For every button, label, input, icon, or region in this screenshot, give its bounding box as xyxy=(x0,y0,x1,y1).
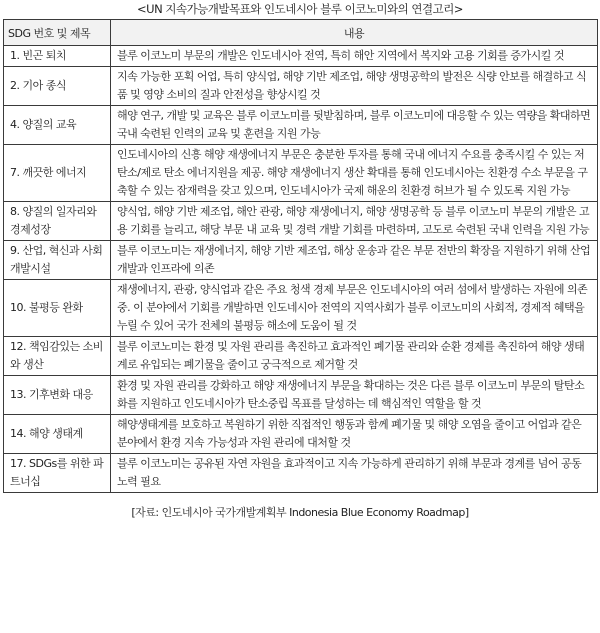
table-row xyxy=(4,241,598,280)
row-goal: 9. 산업, 혁신과 사회 개발시설 xyxy=(4,241,111,280)
row-goal: 10. 불평등 완화 xyxy=(4,280,111,337)
table-row xyxy=(4,454,598,493)
table-row xyxy=(4,376,598,415)
table-row xyxy=(4,67,598,106)
header-sdg-number-title: SDG 번호 및 제목 xyxy=(4,20,111,46)
table-row xyxy=(4,280,598,337)
row-goal: 17. SDGs를 위한 파트너십 xyxy=(4,454,111,493)
table-body xyxy=(4,46,598,493)
row-goal: 2. 기아 종식 xyxy=(4,67,111,106)
row-content: 양식업, 해양 기반 제조업, 해안 관광, 해양 재생에너지, 해양 생명공학 등 블루 이코노미 부문의 개발은 고용 기회를 늘리고, 해당 부문 내 교육 및 경력 개발 기회를 마련하며, 고도로 숙련된 국내 인력을 지원 가능 xyxy=(111,202,598,241)
table-header-row xyxy=(4,20,598,46)
table-row xyxy=(4,145,598,202)
row-content: 블루 이코노미는 공유된 자연 자원을 효과적이고 지속 가능하게 관리하기 위해 부문과 경계를 넘어 공동 노력 필요 xyxy=(111,454,598,493)
table-title: <UN 지속가능개발목표와 인도네시아 블루 이코노미와의 연결고리> xyxy=(137,2,463,16)
table-row xyxy=(4,337,598,376)
row-goal: 13. 기후변화 대응 xyxy=(4,376,111,415)
header-content: 내용 xyxy=(111,20,598,46)
row-content: 블루 이코노미는 환경 및 자원 관리를 촉진하고 효과적인 폐기물 관리와 순환 경제를 촉진하여 해양 생태계로 유입되는 폐기물을 줄이고 궁극적으로 제거할 것 xyxy=(111,337,598,376)
row-goal: 4. 양질의 교육 xyxy=(4,106,111,145)
row-goal: 1. 빈곤 퇴치 xyxy=(4,46,111,67)
table-row xyxy=(4,46,598,67)
row-content: 인도네시아의 신흥 해양 재생에너지 부문은 충분한 투자를 통해 국내 에너지 수요를 충족시킬 수 있는 저탄소/제로 탄소 에너지원을 제공. 해양 재생에너지 생산 확대를 통해 인도네시아는 친환경 수소 부문을 구축할 수 있는 잠재력을 갖고 있으며, 인도네시아가 국제 해운의 친환경 허브가 될 수 있도록 지원 가능 xyxy=(111,145,598,202)
row-content: 지속 가능한 포획 어업, 특히 양식업, 해양 기반 제조업, 해양 생명공학의 발전은 식량 안보를 해결하고 식품 및 영양 소비의 질과 안전성을 향상시킬 것 xyxy=(111,67,598,106)
row-content: 블루 이코노미 부문의 개발은 인도네시아 전역, 특히 해안 지역에서 복지와 고용 기회를 증가시킬 것 xyxy=(111,46,598,67)
row-content: 환경 및 자원 관리를 강화하고 해양 재생에너지 부문을 확대하는 것은 다른 블루 이코노미 부문의 탈탄소화를 지원하고 인도네시아가 탄소중립 목표를 달성하는 데 핵심적인 역할을 할 것 xyxy=(111,376,598,415)
row-content: 블루 이코노미는 재생에너지, 해양 기반 제조업, 해상 운송과 같은 부문 전반의 확장을 지원하기 위해 산업 개발과 인프라에 의존 xyxy=(111,241,598,280)
table-row xyxy=(4,106,598,145)
table-row xyxy=(4,202,598,241)
row-goal: 7. 깨끗한 에너지 xyxy=(4,145,111,202)
sdg-table xyxy=(3,19,598,493)
source-citation: [자료: 인도네시아 국가개발계획부 Indonesia Blue Economy Roadmap] xyxy=(131,506,469,519)
row-content: 해양생태계를 보호하고 복원하기 위한 직접적인 행동과 함께 폐기물 및 해양 오염을 줄이고 어업과 같은 분야에서 환경 지속 가능성과 자원 관리에 대처할 것 xyxy=(111,415,598,454)
row-content: 해양 연구, 개발 및 교육은 블루 이코노미를 뒷받침하며, 블루 이코노미에 대응할 수 있는 역량을 확대하면 국내 숙련된 인력의 교육 및 훈련을 지원 가능 xyxy=(111,106,598,145)
row-goal: 14. 해양 생태계 xyxy=(4,415,111,454)
row-content: 재생에너지, 관광, 양식업과 같은 주요 청색 경제 부문은 인도네시아의 여러 섬에서 발생하는 자원에 의존 중. 이 분야에서 기회를 개발하면 인도네시아 전역의 지역사회가 블루 이코노미의 사회적, 경제적 혜택을 누릴 수 있어 국가 전체의 불평등 해소에 도움이 될 것 xyxy=(111,280,598,337)
table-row xyxy=(4,415,598,454)
row-goal: 8. 양질의 일자리와 경제성장 xyxy=(4,202,111,241)
row-goal: 12. 책임감있는 소비와 생산 xyxy=(4,337,111,376)
